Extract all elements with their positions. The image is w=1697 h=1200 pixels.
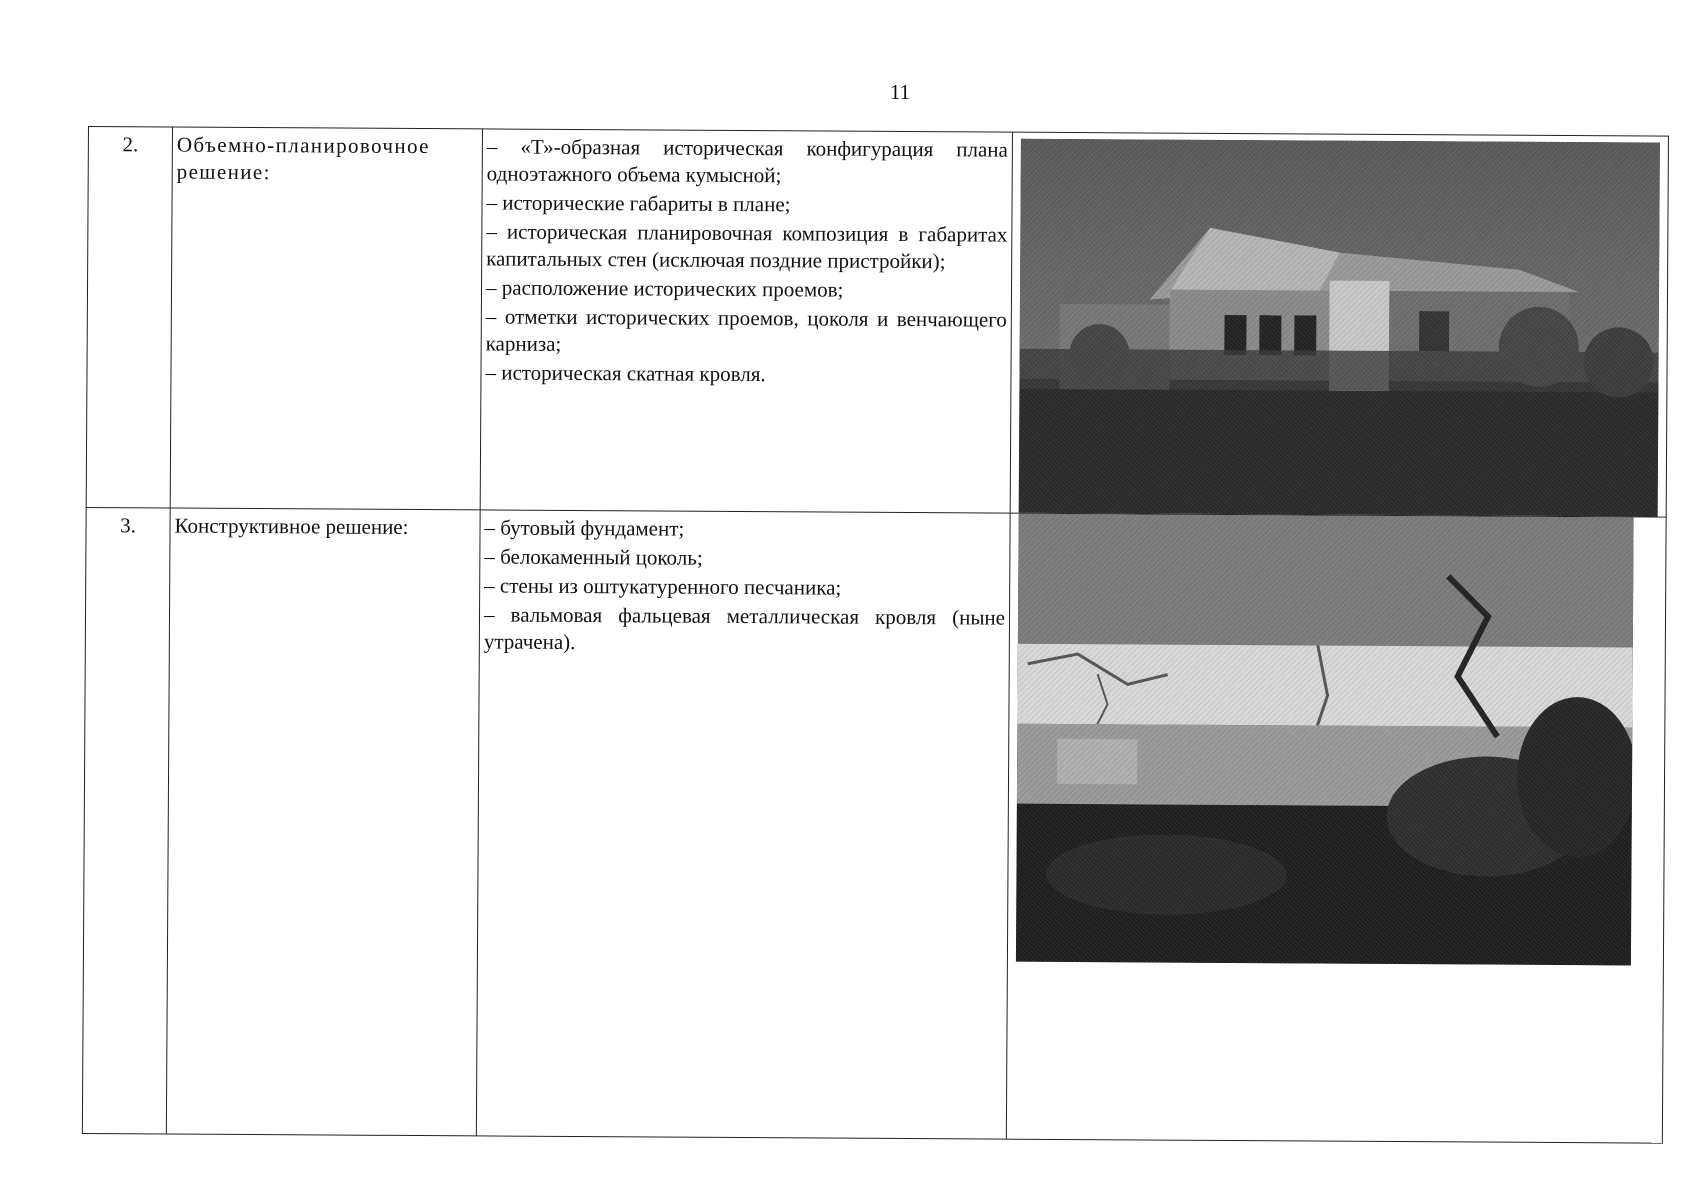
list-item: – историческая скатная кровля.: [485, 359, 1006, 389]
table-row: [82, 507, 1666, 1143]
photo-cell: [1010, 132, 1668, 517]
list-item: – белокаменный цоколь;: [484, 543, 1005, 573]
feature-list: [485, 133, 1008, 389]
feature-list: [484, 514, 1006, 658]
list-item: – стены из оштукатуренного песчаника;: [484, 572, 1005, 602]
list-item: – историческая планировочная композиция в габаритах капитальных стен (исключая поздние пристройки);: [486, 218, 1007, 275]
list-item: – вальмовая фальцевая металлическая кровля (ныне утрачена).: [484, 601, 1005, 658]
wall-illustration: [1016, 514, 1634, 966]
category-label: Объемно-планировочное решение:: [176, 132, 431, 185]
row-number: 3.: [82, 507, 170, 1134]
list-item: – отметки исторических проемов, цоколя и венчающего карниза;: [486, 303, 1007, 360]
category-label: Конструктивное решение:: [174, 513, 409, 539]
feature-description: [476, 510, 1010, 1139]
feature-category: [170, 127, 482, 510]
list-item: – исторические габариты в плане;: [486, 189, 1007, 219]
row-number: 2.: [86, 127, 172, 509]
feature-category: [166, 508, 480, 1136]
protected-features-table: [82, 126, 1669, 1144]
photo-cell: [1006, 513, 1666, 1143]
house-illustration: [1019, 139, 1660, 517]
list-item: – «Т»-образная историческая конфигурация плана одноэтажного объема кумысной;: [487, 133, 1008, 190]
page-number: 11: [889, 80, 911, 104]
table-row: [86, 127, 1668, 518]
house-photo: [1019, 139, 1660, 517]
wall-plinth-photo: [1016, 514, 1634, 966]
list-item: – бутовый фундамент;: [484, 514, 1005, 544]
feature-description: [480, 129, 1012, 513]
list-item: – расположение исторических проемов;: [486, 274, 1007, 304]
